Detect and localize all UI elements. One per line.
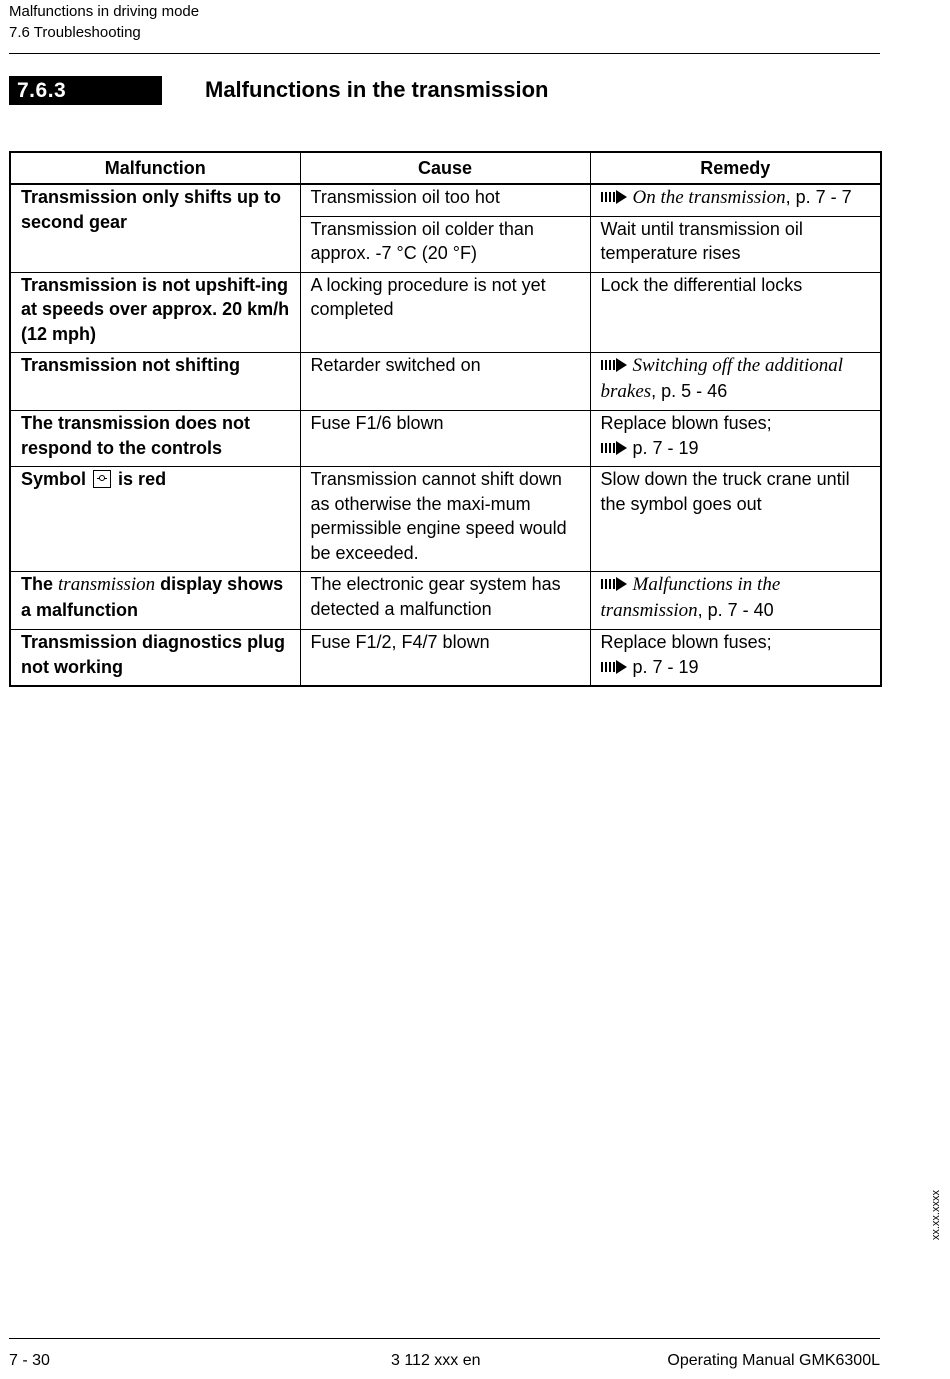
cross-reference-arrow-icon: [601, 438, 633, 458]
column-header-remedy: Remedy: [590, 152, 881, 184]
malfunction-cell: The transmission does not respond to the controls: [10, 411, 300, 467]
remedy-text: Replace blown fuses;: [600, 413, 772, 433]
table-row: [10, 353, 881, 411]
table-header-row: [10, 152, 881, 184]
remedy-cell: [590, 411, 881, 467]
column-header-malfunction: Malfunction: [10, 152, 300, 184]
cross-reference-link[interactable]: On the transmission: [632, 187, 786, 208]
page-reference: , p. 7 - 40: [697, 599, 774, 620]
remedy-cell: [590, 353, 881, 411]
table-row: [10, 184, 881, 216]
remedy-cell: Slow down the truck crane until the symbol goes out: [590, 467, 881, 572]
troubleshooting-table: [9, 151, 882, 687]
footer-manual-title: Operating Manual GMK6300L: [667, 1352, 880, 1369]
page-reference: , p. 5 - 46: [651, 380, 728, 401]
malfunction-cell: Transmission is not upshift-ing at speeds over approx. 20 km/h (12 mph): [10, 272, 300, 353]
footer-rule: [9, 1338, 880, 1339]
cause-cell: Fuse F1/2, F4/7 blown: [300, 630, 590, 687]
column-header-cause: Cause: [300, 152, 590, 184]
cause-cell: The electronic gear system has detected a malfunction: [300, 572, 590, 630]
running-header-chapter: Malfunctions in driving mode: [9, 3, 200, 20]
table-row: [10, 467, 881, 572]
footer-page-number: 7 - 30: [9, 1352, 50, 1369]
transmission-symbol-icon: [93, 470, 111, 488]
table-row: [10, 411, 881, 467]
page-reference: , p. 7 - 7: [785, 187, 852, 207]
cause-cell: Transmission oil colder than approx. -7 °C (20 °F): [300, 216, 590, 272]
malfunction-cell: Transmission not shifting: [10, 353, 300, 411]
cross-reference-link[interactable]: Malfunctions in the transmission: [600, 574, 781, 621]
cross-reference-arrow-icon: [601, 657, 633, 677]
table-row: [10, 630, 881, 687]
side-document-code: xx.xx.xxxx: [930, 1190, 942, 1241]
remedy-text: Replace blown fuses;: [600, 632, 772, 652]
section-title: Malfunctions in the transmission: [205, 77, 549, 102]
remedy-cell: [590, 184, 881, 216]
table-row: [10, 272, 881, 353]
cross-reference-arrow-icon: [601, 355, 633, 375]
footer-document-number: 3 112 xxx en: [391, 1352, 481, 1369]
page-reference-link[interactable]: p. 7 - 19: [632, 656, 699, 677]
remedy-cell: Lock the differential locks: [590, 272, 881, 353]
cross-reference-arrow-icon: [601, 187, 633, 207]
running-header-section: 7.6 Troubleshooting: [9, 24, 141, 41]
malfunction-text: is red: [118, 469, 167, 489]
cause-cell: Transmission oil too hot: [300, 184, 590, 216]
malfunction-cell: [10, 572, 300, 630]
cross-reference-link[interactable]: Switching off the additional brakes: [600, 355, 844, 402]
malfunction-cell: Transmission diagnostics plug not working: [10, 630, 300, 687]
table-row: [10, 572, 881, 630]
cause-cell: Fuse F1/6 blown: [300, 411, 590, 467]
malfunction-text: The: [21, 574, 59, 594]
malfunction-text: display shows a malfunction: [21, 574, 284, 620]
header-rule: [9, 53, 880, 54]
cause-cell: Transmission cannot shift down as otherwise the maxi-mum permissible engine speed would be exceeded.: [300, 467, 590, 572]
remedy-cell: [590, 572, 881, 630]
cross-reference-arrow-icon: [601, 574, 633, 594]
remedy-cell: [590, 630, 881, 687]
malfunction-cell: [10, 467, 300, 572]
malfunction-cell: Transmission only shifts up to second gear: [10, 184, 300, 272]
section-number: 7.6.3: [9, 76, 162, 105]
display-name: transmission: [58, 574, 156, 595]
remedy-cell: Wait until transmission oil temperature rises: [590, 216, 881, 272]
cause-cell: Retarder switched on: [300, 353, 590, 411]
malfunction-text: Symbol: [21, 469, 87, 489]
page-reference-link[interactable]: p. 7 - 19: [632, 437, 699, 458]
cause-cell: A locking procedure is not yet completed: [300, 272, 590, 353]
